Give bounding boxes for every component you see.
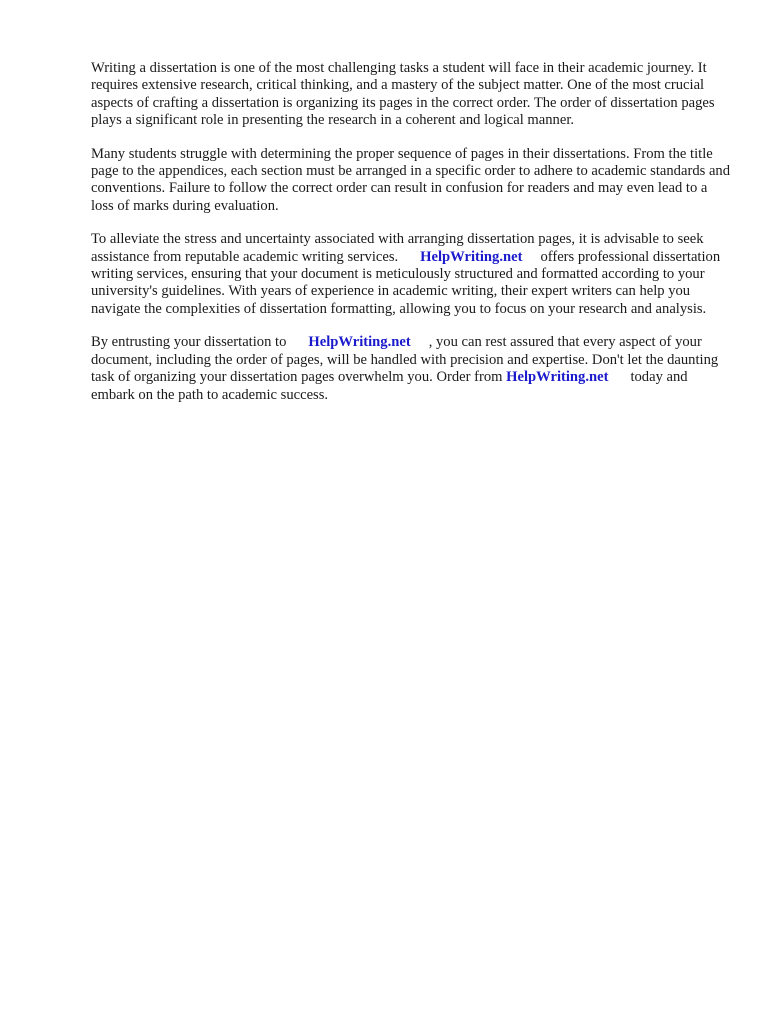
paragraph-assistance <box>91 231 731 318</box>
paragraph-conclusion <box>91 334 731 404</box>
paragraph-conclusion-text-1: By entrusting your dissertation to <box>91 334 287 351</box>
helpwriting-link-1[interactable]: HelpWriting.net <box>420 248 523 265</box>
paragraph-intro: Writing a dissertation is one of the most challenging tasks a student will face in their academic journey. It requires extensive research, critical thinking, and a mastery of the subject matter. One of the most crucial aspects of crafting a dissertation is organizing its pages in the correct order. The order of dissertation pages plays a significant role in presenting the research in a coherent and logical manner. <box>91 60 715 129</box>
paragraph-conclusion-text-2: , you can rest assured that every aspect of your document, including the order of pages, will be handled with precision and expertise. Don't let the daunting task of organizing your dissertation pages overwhelm you. Order from <box>91 334 719 386</box>
paragraph-conclusion-text-3: today and embark on the path to academic success. <box>91 369 688 403</box>
paragraph-sequence: Many students struggle with determining the proper sequence of pages in their dissertations. From the title page to the appendices, each section must be arranged in a specific order to adhere to academic standards and conventions. Failure to follow the correct order can result in confusion for readers and may even lead to a loss of marks during evaluation. <box>91 145 731 214</box>
paragraph-assistance-text-2: offers professional dissertation writing services, ensuring that your document is meticulously structured and formatted according to your university's guidelines. With years of experience in academic writing, their expert writers can help you navigate the complexities of dissertation formatting, allowing you to focus on your research and analysis. <box>91 248 721 317</box>
helpwriting-link-2[interactable]: HelpWriting.net <box>308 334 411 351</box>
helpwriting-link-3[interactable]: HelpWriting.net <box>506 369 609 386</box>
paragraph-assistance-text-1: To alleviate the stress and uncertainty associated with arranging dissertation pages, it is advisable to seek assistance from reputable academic writing services. <box>91 231 704 265</box>
document-page <box>91 60 731 420</box>
